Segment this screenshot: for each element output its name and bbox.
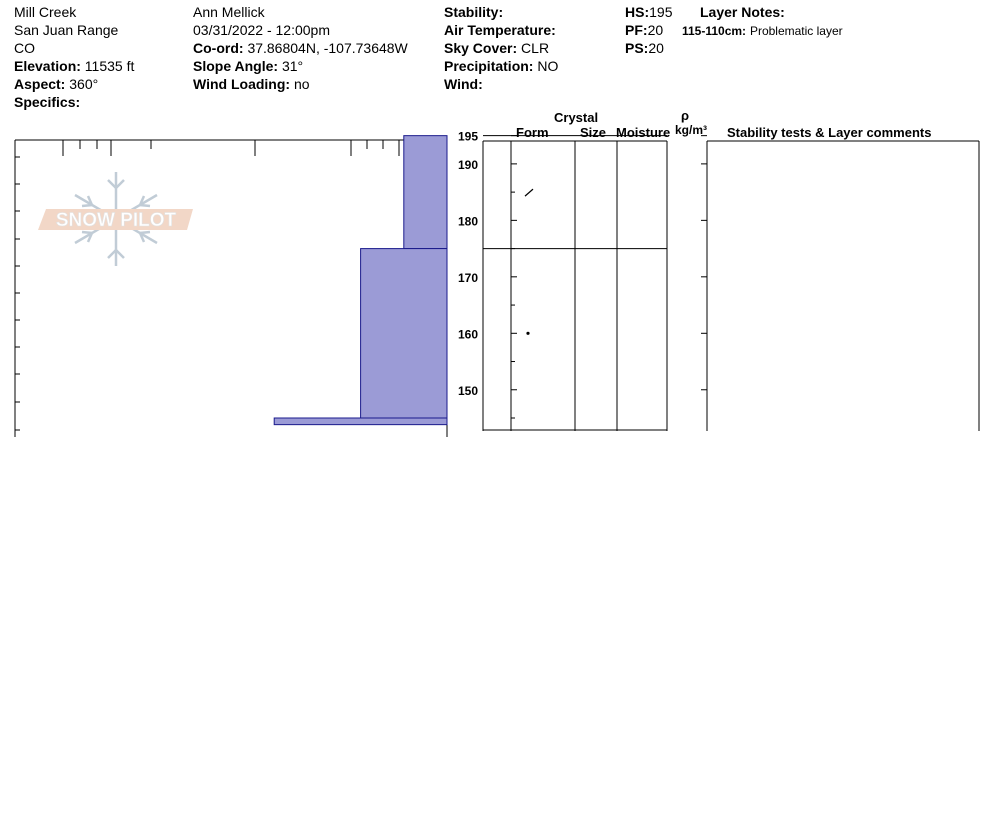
density-unit-header: kg/m³ [675, 123, 708, 137]
logo-text: SNOW PILOT [55, 210, 177, 231]
ps-label: PS: [625, 40, 649, 56]
precip-value: NO [537, 58, 559, 74]
wind-loading-value: no [293, 76, 310, 92]
observer-name: Ann Mellick [193, 4, 265, 20]
hardness-bar-layer-2 [361, 249, 447, 418]
wind-label: Wind: [444, 76, 483, 92]
hardness-bar-layer-3 [274, 418, 447, 425]
crystal-form-symbol-rounded [526, 332, 529, 335]
hs-label: HS: [625, 4, 650, 20]
stability-comments-header: Stability tests & Layer comments [727, 125, 932, 140]
location-name: Mill Creek [14, 4, 77, 20]
air-temp-label: Air Temperature: [444, 22, 556, 38]
elevation-value: 11535 ft [84, 58, 135, 74]
layer-note-text: Problematic layer [749, 24, 843, 38]
aspect-value: 360° [69, 76, 99, 92]
crystal-form-symbol-precip [525, 189, 533, 196]
height-tick-label-170: 170 [457, 270, 478, 285]
height-tick-label-180: 180 [457, 214, 478, 229]
slope-value: 31° [281, 58, 304, 74]
layer-notes-title-text: Layer Notes: [700, 4, 785, 20]
coord-value: 37.86804N, -107.73648W [247, 40, 408, 56]
rho-header: ρ [681, 108, 690, 123]
height-tick-label-150: 150 [457, 383, 478, 398]
layer-note-key: 115-110cm: [682, 24, 747, 38]
observation-datetime: 03/31/2022 - 12:00pm [193, 22, 330, 38]
height-tick-label-160: 160 [457, 327, 478, 342]
crystal-header: Crystal [554, 110, 599, 125]
wind-loading-label: Wind Loading: [193, 76, 291, 92]
size-header: Size [580, 125, 607, 140]
coord-label: Co-ord: [193, 40, 244, 56]
stability-label: Stability: [444, 4, 504, 20]
snowpilot-logo [38, 172, 193, 266]
aspect-label: Aspect: [14, 76, 66, 92]
location-state: CO [14, 40, 35, 56]
sky-value: CLR [521, 40, 550, 56]
moisture-header: Moisture [616, 125, 671, 140]
form-header: Form [516, 125, 549, 140]
specifics-label: Specifics: [14, 94, 81, 110]
hardness-bar-layer-1 [404, 136, 447, 249]
sky-label: Sky Cover: [444, 40, 518, 56]
precip-label: Precipitation: [444, 58, 534, 74]
pf-value: 20 [647, 22, 664, 38]
location-range: San Juan Range [14, 22, 119, 38]
elevation-label: Elevation: [14, 58, 81, 74]
pf-label: PF: [625, 22, 648, 38]
slope-label: Slope Angle: [193, 58, 279, 74]
height-tick-label-195: 195 [457, 129, 478, 144]
height-tick-label-190: 190 [457, 157, 478, 172]
hs-value: 195 [649, 4, 673, 20]
ps-value: 20 [648, 40, 664, 56]
